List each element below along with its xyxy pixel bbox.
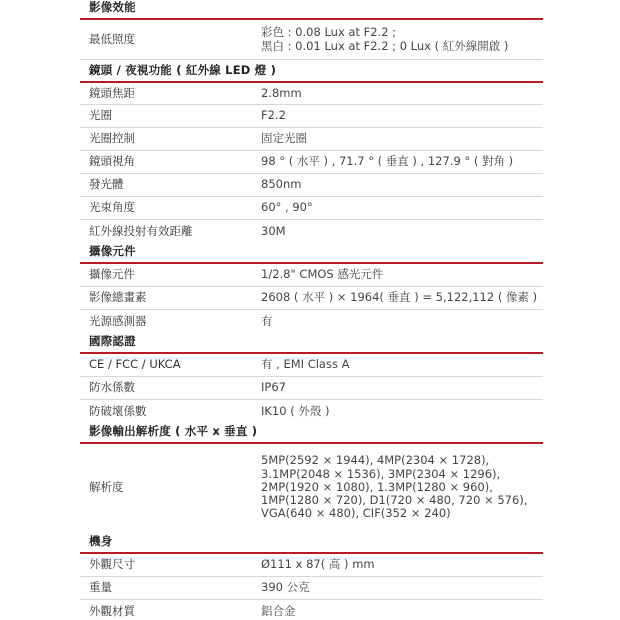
spec-row-field-of-view (80, 151, 543, 174)
spec-row-material (80, 600, 543, 620)
spec-value-line: 1MP(1280 × 720), D1(720 × 480, 720 × 576), (261, 493, 528, 508)
spec-value: 鋁合金 (261, 603, 296, 618)
spec-row-sensor (80, 264, 543, 287)
section-title: 鏡頭 / 夜視功能 ( 紅外線 LED 燈 ) (89, 63, 277, 77)
section-header-output-resolution (80, 423, 543, 444)
spec-value: 60° , 90° (261, 200, 313, 215)
spec-row-emitter (80, 174, 543, 197)
section-header-lens-night-vision (80, 60, 543, 83)
spec-row-beam-angle (80, 197, 543, 220)
spec-value: 2.8mm (261, 85, 302, 100)
spec-row-aperture (80, 105, 543, 128)
spec-row-aperture-control (80, 128, 543, 151)
spec-value: F2.2 (261, 108, 286, 123)
spec-value: 2608 ( 水平 ) × 1964( 垂直 ) = 5,122,112 ( 像素 ) (261, 290, 538, 305)
spec-row-weight (80, 577, 543, 600)
spec-label: 防水係數 (89, 380, 135, 395)
spec-value: IK10 ( 外殼 ) (261, 403, 330, 418)
section-header-image-sensor (80, 243, 543, 264)
spec-label: 光圈控制 (89, 131, 135, 146)
spec-label: 重量 (89, 580, 112, 595)
spec-value: Ø111 x 87( 高 ) mm (261, 557, 375, 572)
spec-label: 最低照度 (89, 31, 135, 46)
section-title: 影像輸出解析度 ( 水平 x 垂直 ) (89, 424, 258, 438)
section-header-image-performance (80, 0, 543, 20)
spec-value (251, 26, 543, 52)
spec-label: 解析度 (89, 479, 124, 494)
section-title: 攝像元件 (89, 244, 136, 258)
spec-row-waterproof (80, 377, 543, 400)
spec-value-line: 黑白 : 0.01 Lux at F2.2 ; 0 Lux ( 紅外線開啟 ) (261, 38, 509, 53)
spec-label: 光圈 (89, 108, 112, 123)
spec-label: 光源感測器 (89, 313, 147, 328)
spec-value: 有 , EMI Class A (261, 357, 350, 372)
spec-value: IP67 (261, 380, 286, 395)
spec-label: 外觀尺寸 (89, 557, 135, 572)
spec-row-resolution (80, 444, 543, 531)
spec-value: 850nm (261, 177, 302, 192)
spec-label: 影像總畫素 (89, 290, 147, 305)
spec-row-total-pixels (80, 287, 543, 310)
spec-value-line: 彩色 : 0.08 Lux at F2.2 ; (261, 25, 397, 40)
spec-label: 鏡頭視角 (89, 154, 135, 169)
spec-label: 外觀材質 (89, 603, 135, 618)
spec-value-line: 3.1MP(2048 × 1536), 3MP(2304 × 1296), (261, 466, 501, 481)
spec-label: 發光體 (89, 177, 124, 192)
spec-row-vandal-proof (80, 400, 543, 423)
spec-label: CE / FCC / UKCA (89, 357, 181, 372)
spec-value-line: 2MP(1920 × 1080), 1.3MP(1280 × 960), (261, 479, 493, 494)
spec-value: 390 公克 (261, 580, 310, 595)
spec-value: 30M (261, 223, 286, 238)
section-title: 影像效能 (89, 0, 136, 14)
spec-value: 98 ° ( 水平 ) , 71.7 ° ( 垂直 ) , 127.9 ° ( 對角 ) (261, 154, 514, 169)
spec-value: 有 (261, 313, 273, 328)
section-header-certification (80, 333, 543, 354)
spec-row-ce-fcc-ukca (80, 354, 543, 377)
spec-row-min-illumination (80, 20, 543, 60)
spec-label: 鏡頭焦距 (89, 85, 135, 100)
section-header-body (80, 531, 543, 554)
section-title: 機身 (89, 534, 113, 548)
spec-row-focal-length (80, 83, 543, 105)
spec-row-light-sensor (80, 310, 543, 333)
spec-value-line: 5MP(2592 × 1944), 4MP(2304 × 1728), (261, 453, 490, 468)
spec-value-line: VGA(640 × 480), CIF(352 × 240) (261, 506, 451, 521)
spec-row-ir-range (80, 220, 543, 243)
spec-value: 固定光圈 (261, 131, 307, 146)
spec-label: 防破壞係數 (89, 403, 147, 418)
spec-label: 攝像元件 (89, 267, 135, 282)
spec-value (251, 454, 543, 520)
spec-sheet (80, 0, 543, 620)
spec-value: 1/2.8" CMOS 感光元件 (261, 267, 384, 282)
spec-row-dimensions (80, 554, 543, 577)
section-title: 國際認證 (89, 334, 136, 348)
spec-label: 紅外線投射有效距離 (89, 223, 193, 238)
spec-label: 光束角度 (89, 200, 135, 215)
